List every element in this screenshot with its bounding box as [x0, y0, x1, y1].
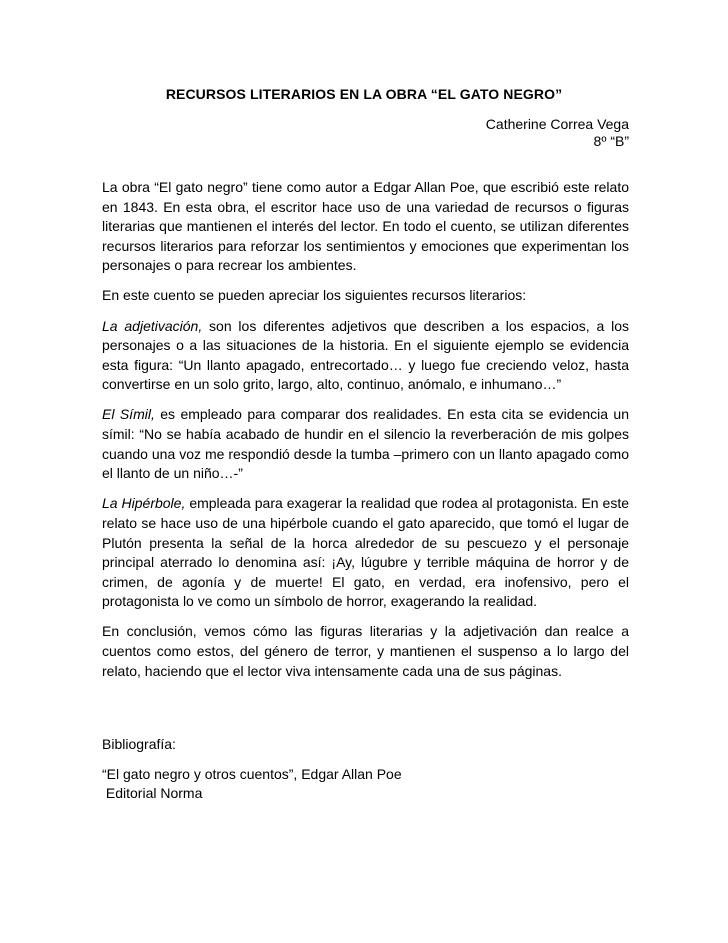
lead-paragraph: En este cuento se pueden apreciar los siguientes recursos literarios:	[102, 287, 527, 304]
author-block	[486, 116, 629, 150]
adjetivacion-term: La adjetivación,	[102, 317, 203, 334]
simil-paragraph	[102, 405, 629, 483]
conclusion-paragraph: En conclusión, vemos cómo las figuras literarias y la adjetivación dan realce a cuentos como estos, del género de terror, y mantienen el suspenso a lo largo del relato, haciendo que el lector viva intensamente cada una de sus páginas.	[102, 623, 629, 679]
hiperbole-text: empleada para exagerar la realidad que rodea al protagonista. En este relato se hace uso de una hipérbole cuando el gato aparecido, que tomó el lugar de Plutón presenta la señal de la horca alrededor de su pescuezo y el personaje principal aterrado lo denomina así: ¡Ay, lúgubre y terrible máquina de horror y de crimen, de agonía y de muerte! El gato, en verdad, era inofensivo, pero el protagonista lo ve como un símbolo de horror, exagerando la realidad.	[102, 495, 629, 610]
hiperbole-paragraph	[102, 494, 629, 612]
author-grade: 8º “B”	[593, 133, 629, 149]
simil-text: es empleado para comparar dos realidades. En esta cita se evidencia un símil: “No se había acabado de hundir en el silencio la reverberación de mis golpes cuando una voz me respondió desde la tumba –primero con un llanto apagado como el llanto de un niño…-”	[102, 406, 630, 482]
bibliography-publisher: Editorial Norma	[102, 785, 203, 801]
document-title: RECURSOS LITERARIOS EN LA OBRA “EL GATO NEGRO”	[165, 86, 563, 102]
bibliography	[102, 735, 629, 803]
bibliography-book: “El gato negro y otros cuentos”, Edgar Allan Poe	[102, 766, 402, 782]
simil-term: El Símil,	[102, 406, 155, 423]
bibliography-heading: Bibliografía:	[102, 736, 176, 752]
author-name: Catherine Correa Vega	[485, 116, 629, 132]
hiperbole-term: La Hipérbole,	[102, 495, 186, 512]
intro-paragraph: La obra “El gato negro” tiene como autor a Edgar Allan Poe, que escribió este relato en 1843. En esta obra, el escritor hace uso de una variedad de recursos o figuras literarias que mantienen el interés del lector. En todo el cuento, se utilizan diferentes recursos literarios para reforzar los sentimientos y emociones que experimentan los personajes o para recrear los ambientes.	[102, 179, 629, 274]
adjetivacion-text: son los diferentes adjetivos que describen a los espacios, a los personajes o a las situaciones de la historia. En el siguiente ejemplo se evidencia esta figura: “Un llanto apagado, entrecortado… y luego fue creciendo veloz, hasta convertirse en un solo grito, largo, alto, continuo, anómalo, e inhumano…”	[102, 317, 629, 393]
document-body	[102, 178, 629, 692]
adjetivacion-paragraph	[102, 317, 629, 395]
